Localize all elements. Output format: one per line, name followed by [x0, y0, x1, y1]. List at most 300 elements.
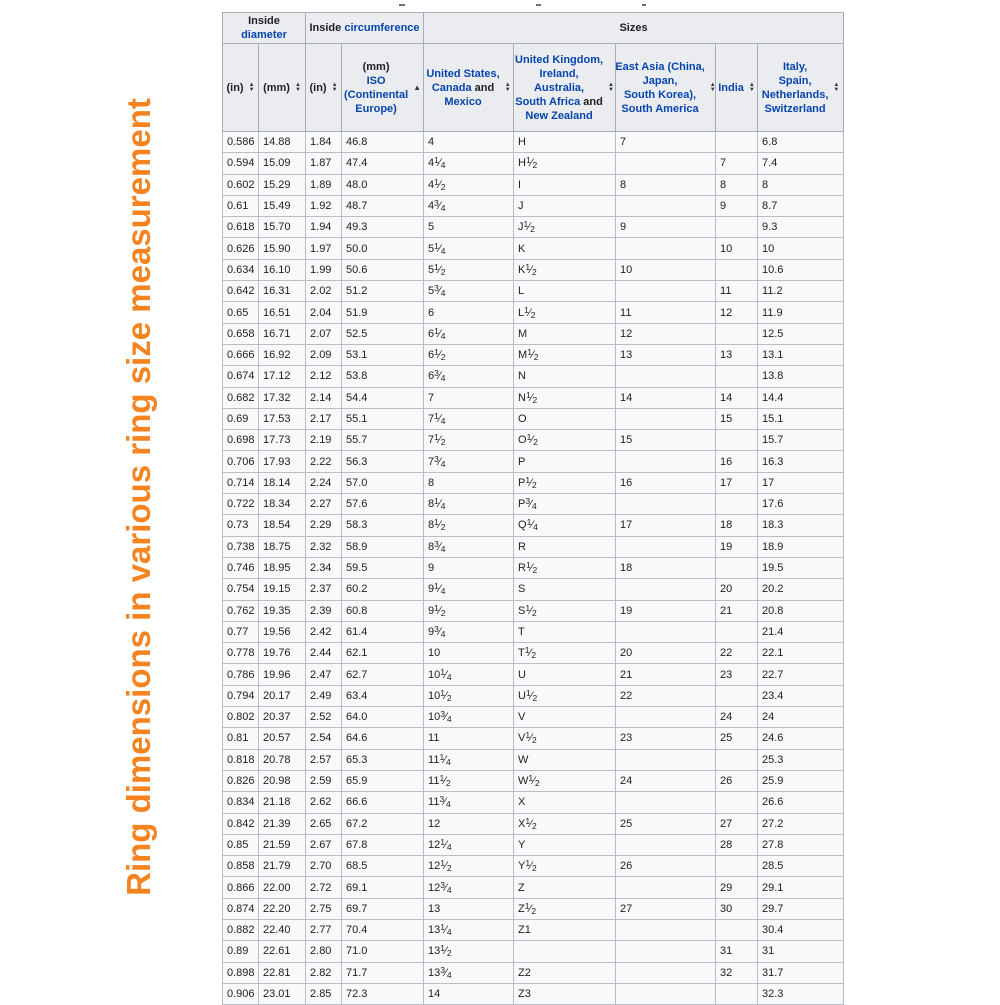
- header-link[interactable]: New Zealand: [525, 109, 593, 122]
- header-text: and: [471, 81, 495, 94]
- cell-circumference_in: 2.39: [306, 600, 342, 621]
- table-row: [223, 579, 844, 600]
- cell-east_asia_south_america: 16: [616, 472, 716, 493]
- cell-uk_ireland_australia_sa_nz: Z3: [514, 983, 616, 1004]
- cell-circumference_mm_iso: 55.7: [342, 430, 424, 451]
- cell-diameter_in: 0.73: [223, 515, 259, 536]
- table-row: [223, 451, 844, 472]
- cell-diameter_in: 0.866: [223, 877, 259, 898]
- cell-diameter_mm: 15.09: [259, 153, 306, 174]
- cell-circumference_mm_iso: 65.9: [342, 770, 424, 791]
- header-link[interactable]: South Korea),: [623, 88, 697, 101]
- cell-italy_spain_netherlands_switzerland: 20.8: [758, 600, 844, 621]
- cell-east_asia_south_america: 23: [616, 728, 716, 749]
- header-link[interactable]: United States,: [426, 67, 500, 80]
- column-header-india[interactable]: [716, 44, 758, 132]
- cell-india: 12: [716, 302, 758, 323]
- cell-diameter_in: 0.746: [223, 557, 259, 578]
- cell-india: 17: [716, 472, 758, 493]
- table-row: [223, 302, 844, 323]
- cell-circumference_in: 2.70: [306, 856, 342, 877]
- cell-east_asia_south_america: [616, 195, 716, 216]
- cell-uk_ireland_australia_sa_nz: $J^1⁄_2$: [514, 217, 616, 238]
- cell-east_asia_south_america: 24: [616, 770, 716, 791]
- cell-circumference_in: 2.27: [306, 494, 342, 515]
- cell-circumference_mm_iso: 50.0: [342, 238, 424, 259]
- cell-us_canada_mexico: $11^1⁄_4$: [424, 749, 514, 770]
- table-row: [223, 408, 844, 429]
- cell-east_asia_south_america: [616, 749, 716, 770]
- cropped-text-artifact: [642, 4, 646, 6]
- cell-italy_spain_netherlands_switzerland: 14.4: [758, 387, 844, 408]
- cell-diameter_mm: 16.10: [259, 259, 306, 280]
- header-link[interactable]: Switzerland: [764, 102, 826, 115]
- cell-circumference_in: 2.75: [306, 898, 342, 919]
- cell-east_asia_south_america: [616, 153, 716, 174]
- cell-india: 8: [716, 174, 758, 195]
- cell-italy_spain_netherlands_switzerland: 31: [758, 941, 844, 962]
- cell-diameter_mm: 17.32: [259, 387, 306, 408]
- column-header-circumference_in[interactable]: [306, 44, 342, 132]
- header-link[interactable]: South America: [621, 102, 699, 115]
- cell-east_asia_south_america: [616, 579, 716, 600]
- cell-circumference_in: 2.17: [306, 408, 342, 429]
- cell-diameter_mm: 18.54: [259, 515, 306, 536]
- cell-diameter_in: 0.738: [223, 536, 259, 557]
- cell-italy_spain_netherlands_switzerland: 13.1: [758, 344, 844, 365]
- cell-uk_ireland_australia_sa_nz: $M^1⁄_2$: [514, 344, 616, 365]
- cell-india: [716, 366, 758, 387]
- header-link[interactable]: Mexico: [444, 95, 482, 108]
- cell-diameter_in: 0.898: [223, 962, 259, 983]
- table-row: [223, 536, 844, 557]
- cell-east_asia_south_america: 27: [616, 898, 716, 919]
- cell-diameter_mm: 21.59: [259, 834, 306, 855]
- cell-uk_ireland_australia_sa_nz: I: [514, 174, 616, 195]
- cell-diameter_in: 0.698: [223, 430, 259, 451]
- cell-circumference_in: 2.32: [306, 536, 342, 557]
- cell-uk_ireland_australia_sa_nz: $V^1⁄_2$: [514, 728, 616, 749]
- table-row: [223, 643, 844, 664]
- cell-diameter_mm: 20.17: [259, 685, 306, 706]
- cell-us_canada_mexico: 12: [424, 813, 514, 834]
- table-row: [223, 792, 844, 813]
- cell-india: 31: [716, 941, 758, 962]
- cell-uk_ireland_australia_sa_nz: X: [514, 792, 616, 813]
- cell-circumference_mm_iso: 49.3: [342, 217, 424, 238]
- cell-italy_spain_netherlands_switzerland: 15.1: [758, 408, 844, 429]
- cell-diameter_in: 0.818: [223, 749, 259, 770]
- cell-circumference_in: 1.92: [306, 195, 342, 216]
- header-link[interactable]: India: [718, 81, 744, 94]
- cell-india: [716, 259, 758, 280]
- cell-uk_ireland_australia_sa_nz: P: [514, 451, 616, 472]
- cell-diameter_mm: 16.92: [259, 344, 306, 365]
- cell-east_asia_south_america: 14: [616, 387, 716, 408]
- cell-india: 28: [716, 834, 758, 855]
- cell-us_canada_mexico: $13^1⁄_4$: [424, 919, 514, 940]
- header-link[interactable]: diameter: [241, 29, 287, 41]
- table-row: [223, 557, 844, 578]
- cell-us_canada_mexico: $10^1⁄_4$: [424, 664, 514, 685]
- cell-diameter_in: 0.858: [223, 856, 259, 877]
- cell-circumference_in: 2.82: [306, 962, 342, 983]
- table-row: [223, 856, 844, 877]
- cell-circumference_in: 2.54: [306, 728, 342, 749]
- cell-east_asia_south_america: [616, 494, 716, 515]
- cell-italy_spain_netherlands_switzerland: 13.8: [758, 366, 844, 387]
- cell-italy_spain_netherlands_switzerland: 17.6: [758, 494, 844, 515]
- cell-circumference_in: 2.80: [306, 941, 342, 962]
- cell-us_canada_mexico: 4: [424, 132, 514, 153]
- cell-east_asia_south_america: [616, 983, 716, 1004]
- cell-uk_ireland_australia_sa_nz: S: [514, 579, 616, 600]
- cell-us_canada_mexico: 13: [424, 898, 514, 919]
- cell-circumference_mm_iso: 47.4: [342, 153, 424, 174]
- cell-uk_ireland_australia_sa_nz: U: [514, 664, 616, 685]
- cell-diameter_in: 0.786: [223, 664, 259, 685]
- cell-us_canada_mexico: 10: [424, 643, 514, 664]
- cell-uk_ireland_australia_sa_nz: $K^1⁄_2$: [514, 259, 616, 280]
- cell-diameter_in: 0.618: [223, 217, 259, 238]
- cell-italy_spain_netherlands_switzerland: 24.6: [758, 728, 844, 749]
- header-link[interactable]: Ireland,: [539, 67, 579, 80]
- header-link[interactable]: United Kingdom,: [515, 53, 604, 66]
- table-row: [223, 344, 844, 365]
- cell-east_asia_south_america: 18: [616, 557, 716, 578]
- cell-uk_ireland_australia_sa_nz: L: [514, 281, 616, 302]
- cell-circumference_mm_iso: 48.0: [342, 174, 424, 195]
- cell-uk_ireland_australia_sa_nz: H: [514, 132, 616, 153]
- cell-us_canada_mexico: $5^1⁄_4$: [424, 238, 514, 259]
- cell-uk_ireland_australia_sa_nz: O: [514, 408, 616, 429]
- cell-circumference_in: 2.62: [306, 792, 342, 813]
- cell-diameter_mm: 17.12: [259, 366, 306, 387]
- cell-us_canada_mexico: $7^3⁄_4$: [424, 451, 514, 472]
- cell-circumference_mm_iso: 50.6: [342, 259, 424, 280]
- cell-diameter_in: 0.842: [223, 813, 259, 834]
- header-link[interactable]: Canada: [431, 81, 472, 94]
- cell-circumference_in: 1.87: [306, 153, 342, 174]
- cell-us_canada_mexico: 7: [424, 387, 514, 408]
- cell-diameter_mm: 20.78: [259, 749, 306, 770]
- table-row: [223, 195, 844, 216]
- cell-diameter_mm: 15.70: [259, 217, 306, 238]
- cell-us_canada_mexico: $7^1⁄_4$: [424, 408, 514, 429]
- table-row: [223, 238, 844, 259]
- table-row: [223, 132, 844, 153]
- column-header-us_canada_mexico[interactable]: [424, 44, 514, 132]
- cell-diameter_in: 0.754: [223, 579, 259, 600]
- cell-east_asia_south_america: [616, 621, 716, 642]
- cell-diameter_mm: 16.51: [259, 302, 306, 323]
- cell-us_canada_mexico: $6^1⁄_2$: [424, 344, 514, 365]
- cell-diameter_in: 0.586: [223, 132, 259, 153]
- cell-circumference_in: 2.57: [306, 749, 342, 770]
- cell-india: 29: [716, 877, 758, 898]
- cell-diameter_mm: 15.29: [259, 174, 306, 195]
- cell-circumference_mm_iso: 53.8: [342, 366, 424, 387]
- cell-india: 24: [716, 707, 758, 728]
- cell-diameter_in: 0.834: [223, 792, 259, 813]
- cell-diameter_in: 0.85: [223, 834, 259, 855]
- cell-india: 22: [716, 643, 758, 664]
- cell-us_canada_mexico: $4^3⁄_4$: [424, 195, 514, 216]
- table-row: [223, 281, 844, 302]
- cell-circumference_mm_iso: 67.8: [342, 834, 424, 855]
- cell-us_canada_mexico: $12^1⁄_4$: [424, 834, 514, 855]
- header-link[interactable]: (Continental: [343, 88, 409, 101]
- header-link[interactable]: Japan,: [642, 74, 678, 87]
- cell-diameter_mm: 21.79: [259, 856, 306, 877]
- table-row: [223, 153, 844, 174]
- cell-diameter_mm: 21.18: [259, 792, 306, 813]
- table-row: [223, 621, 844, 642]
- cell-east_asia_south_america: 8: [616, 174, 716, 195]
- cell-uk_ireland_australia_sa_nz: $P^1⁄_2$: [514, 472, 616, 493]
- cell-circumference_in: 2.85: [306, 983, 342, 1004]
- table-row: [223, 707, 844, 728]
- cell-diameter_mm: 15.90: [259, 238, 306, 259]
- cell-india: [716, 217, 758, 238]
- cell-uk_ireland_australia_sa_nz: V: [514, 707, 616, 728]
- cell-diameter_in: 0.778: [223, 643, 259, 664]
- cell-circumference_in: 2.65: [306, 813, 342, 834]
- cell-italy_spain_netherlands_switzerland: 27.2: [758, 813, 844, 834]
- cell-us_canada_mexico: $4^1⁄_2$: [424, 174, 514, 195]
- cell-uk_ireland_australia_sa_nz: M: [514, 323, 616, 344]
- cell-india: [716, 132, 758, 153]
- cell-east_asia_south_america: 11: [616, 302, 716, 323]
- cell-us_canada_mexico: 14: [424, 983, 514, 1004]
- cell-italy_spain_netherlands_switzerland: 17: [758, 472, 844, 493]
- cell-india: 11: [716, 281, 758, 302]
- cell-india: [716, 792, 758, 813]
- cell-us_canada_mexico: 11: [424, 728, 514, 749]
- cell-east_asia_south_america: 22: [616, 685, 716, 706]
- sort-icon: ▲ ▼: [504, 82, 511, 93]
- cell-circumference_mm_iso: 62.7: [342, 664, 424, 685]
- cell-us_canada_mexico: $8^1⁄_4$: [424, 494, 514, 515]
- cell-india: [716, 749, 758, 770]
- table-row: [223, 962, 844, 983]
- cell-circumference_mm_iso: 62.1: [342, 643, 424, 664]
- cell-italy_spain_netherlands_switzerland: 16.3: [758, 451, 844, 472]
- header-link[interactable]: Spain,: [778, 74, 812, 87]
- table-row: [223, 834, 844, 855]
- cell-italy_spain_netherlands_switzerland: 29.7: [758, 898, 844, 919]
- cell-east_asia_south_america: [616, 707, 716, 728]
- cell-italy_spain_netherlands_switzerland: 12.5: [758, 323, 844, 344]
- cell-italy_spain_netherlands_switzerland: 24: [758, 707, 844, 728]
- table-row: [223, 366, 844, 387]
- cell-us_canada_mexico: $6^3⁄_4$: [424, 366, 514, 387]
- ring-size-table-wrap: [222, 12, 844, 1005]
- cell-italy_spain_netherlands_switzerland: 31.7: [758, 962, 844, 983]
- cell-circumference_in: 2.07: [306, 323, 342, 344]
- cell-us_canada_mexico: $8^3⁄_4$: [424, 536, 514, 557]
- cell-diameter_mm: 16.31: [259, 281, 306, 302]
- header-text: (in): [309, 81, 327, 94]
- cell-uk_ireland_australia_sa_nz: R: [514, 536, 616, 557]
- table-row: [223, 919, 844, 940]
- cell-diameter_mm: 22.20: [259, 898, 306, 919]
- cell-india: 18: [716, 515, 758, 536]
- cell-diameter_mm: 22.81: [259, 962, 306, 983]
- cell-diameter_mm: 21.39: [259, 813, 306, 834]
- cell-circumference_in: 2.12: [306, 366, 342, 387]
- sort-icon: ▲ ▼: [833, 82, 840, 93]
- header-link[interactable]: East Asia (China,: [615, 60, 705, 73]
- cell-uk_ireland_australia_sa_nz: $R^1⁄_2$: [514, 557, 616, 578]
- cell-india: 10: [716, 238, 758, 259]
- cell-east_asia_south_america: 15: [616, 430, 716, 451]
- cell-italy_spain_netherlands_switzerland: 15.7: [758, 430, 844, 451]
- cell-uk_ireland_australia_sa_nz: K: [514, 238, 616, 259]
- cell-circumference_in: 1.97: [306, 238, 342, 259]
- cell-circumference_mm_iso: 64.6: [342, 728, 424, 749]
- cell-east_asia_south_america: 13: [616, 344, 716, 365]
- column-header-uk_ireland_australia_sa_nz[interactable]: [514, 44, 616, 132]
- cell-italy_spain_netherlands_switzerland: 21.4: [758, 621, 844, 642]
- header-link[interactable]: Australia,: [533, 81, 585, 94]
- cell-uk_ireland_australia_sa_nz: $X^1⁄_2$: [514, 813, 616, 834]
- cell-us_canada_mexico: $13^3⁄_4$: [424, 962, 514, 983]
- cell-diameter_mm: 18.34: [259, 494, 306, 515]
- cell-circumference_mm_iso: 55.1: [342, 408, 424, 429]
- cell-uk_ireland_australia_sa_nz: N: [514, 366, 616, 387]
- column-header-diameter_mm[interactable]: [259, 44, 306, 132]
- cell-diameter_in: 0.826: [223, 770, 259, 791]
- cell-diameter_in: 0.882: [223, 919, 259, 940]
- header-link[interactable]: Italy,: [782, 60, 808, 73]
- header-link[interactable]: South Africa: [515, 95, 581, 108]
- table-row: [223, 749, 844, 770]
- cell-circumference_mm_iso: 58.3: [342, 515, 424, 536]
- cell-india: [716, 856, 758, 877]
- cell-diameter_mm: 17.73: [259, 430, 306, 451]
- cell-east_asia_south_america: 25: [616, 813, 716, 834]
- cell-diameter_mm: 20.37: [259, 707, 306, 728]
- cell-diameter_mm: 15.49: [259, 195, 306, 216]
- group-header: [223, 13, 306, 44]
- cell-diameter_in: 0.794: [223, 685, 259, 706]
- cell-us_canada_mexico: 9: [424, 557, 514, 578]
- table-row: [223, 813, 844, 834]
- cell-circumference_mm_iso: 71.0: [342, 941, 424, 962]
- table-row: [223, 898, 844, 919]
- cell-india: 25: [716, 728, 758, 749]
- cell-circumference_in: 2.34: [306, 557, 342, 578]
- cell-circumference_in: 2.52: [306, 707, 342, 728]
- cell-diameter_mm: 14.88: [259, 132, 306, 153]
- sort-icon: ▲ ▼: [748, 82, 755, 93]
- cell-uk_ireland_australia_sa_nz: $U^1⁄_2$: [514, 685, 616, 706]
- cell-us_canada_mexico: $9^1⁄_2$: [424, 600, 514, 621]
- cell-circumference_in: 2.24: [306, 472, 342, 493]
- sort-icon: ▲ ▼: [294, 82, 301, 93]
- cell-east_asia_south_america: [616, 536, 716, 557]
- cell-east_asia_south_america: 21: [616, 664, 716, 685]
- cell-circumference_mm_iso: 60.8: [342, 600, 424, 621]
- cell-circumference_in: 2.47: [306, 664, 342, 685]
- cell-circumference_mm_iso: 63.4: [342, 685, 424, 706]
- cell-diameter_mm: 20.98: [259, 770, 306, 791]
- cell-circumference_in: 2.22: [306, 451, 342, 472]
- cell-uk_ireland_australia_sa_nz: $S^1⁄_2$: [514, 600, 616, 621]
- table-row: [223, 494, 844, 515]
- cell-us_canada_mexico: $10^3⁄_4$: [424, 707, 514, 728]
- cell-india: 9: [716, 195, 758, 216]
- column-header-east_asia_south_america[interactable]: [616, 44, 716, 132]
- cell-italy_spain_netherlands_switzerland: 8.7: [758, 195, 844, 216]
- cell-india: 16: [716, 451, 758, 472]
- cell-italy_spain_netherlands_switzerland: 28.5: [758, 856, 844, 877]
- header-text: (in): [226, 81, 244, 94]
- cell-us_canada_mexico: $9^3⁄_4$: [424, 621, 514, 642]
- header-link[interactable]: circumference: [344, 22, 420, 34]
- cell-india: 32: [716, 962, 758, 983]
- cell-diameter_in: 0.674: [223, 366, 259, 387]
- cell-india: [716, 494, 758, 515]
- cell-uk_ireland_australia_sa_nz: Z2: [514, 962, 616, 983]
- cell-diameter_in: 0.706: [223, 451, 259, 472]
- cell-italy_spain_netherlands_switzerland: 32.3: [758, 983, 844, 1004]
- table-row: [223, 217, 844, 238]
- cell-italy_spain_netherlands_switzerland: 27.8: [758, 834, 844, 855]
- sort-icon: ▲ ▼: [331, 82, 338, 93]
- table-row: [223, 174, 844, 195]
- cell-circumference_mm_iso: 68.5: [342, 856, 424, 877]
- table-row: [223, 515, 844, 536]
- cell-east_asia_south_america: 10: [616, 259, 716, 280]
- cell-india: [716, 685, 758, 706]
- cell-diameter_in: 0.89: [223, 941, 259, 962]
- header-link[interactable]: ISO: [366, 74, 386, 87]
- cell-diameter_in: 0.666: [223, 344, 259, 365]
- column-header-italy_spain_netherlands_switzerland[interactable]: [758, 44, 844, 132]
- column-header-circumference_mm_iso[interactable]: [342, 44, 424, 132]
- cell-diameter_in: 0.61: [223, 195, 259, 216]
- header-text: Inside: [248, 15, 280, 27]
- cell-india: [716, 323, 758, 344]
- cell-circumference_in: 2.37: [306, 579, 342, 600]
- column-header-diameter_in[interactable]: [223, 44, 259, 132]
- header-link[interactable]: Netherlands,: [761, 88, 829, 101]
- cell-diameter_mm: 23.01: [259, 983, 306, 1004]
- cell-diameter_in: 0.65: [223, 302, 259, 323]
- cell-italy_spain_netherlands_switzerland: 10: [758, 238, 844, 259]
- sort-icon: ▲ ▼: [248, 82, 255, 93]
- cell-uk_ireland_australia_sa_nz: $W^1⁄_2$: [514, 770, 616, 791]
- cell-circumference_in: 2.44: [306, 643, 342, 664]
- cell-circumference_mm_iso: 52.5: [342, 323, 424, 344]
- cell-us_canada_mexico: 6: [424, 302, 514, 323]
- cell-italy_spain_netherlands_switzerland: 25.9: [758, 770, 844, 791]
- table-row: [223, 941, 844, 962]
- header-link[interactable]: Europe): [355, 102, 397, 115]
- cell-circumference_mm_iso: 57.0: [342, 472, 424, 493]
- cell-us_canada_mexico: $10^1⁄_2$: [424, 685, 514, 706]
- cell-circumference_in: 2.77: [306, 919, 342, 940]
- cell-east_asia_south_america: [616, 366, 716, 387]
- cell-circumference_mm_iso: 54.4: [342, 387, 424, 408]
- table-row: [223, 983, 844, 1004]
- cell-east_asia_south_america: [616, 941, 716, 962]
- cell-india: 30: [716, 898, 758, 919]
- cell-diameter_in: 0.722: [223, 494, 259, 515]
- cell-us_canada_mexico: $7^1⁄_2$: [424, 430, 514, 451]
